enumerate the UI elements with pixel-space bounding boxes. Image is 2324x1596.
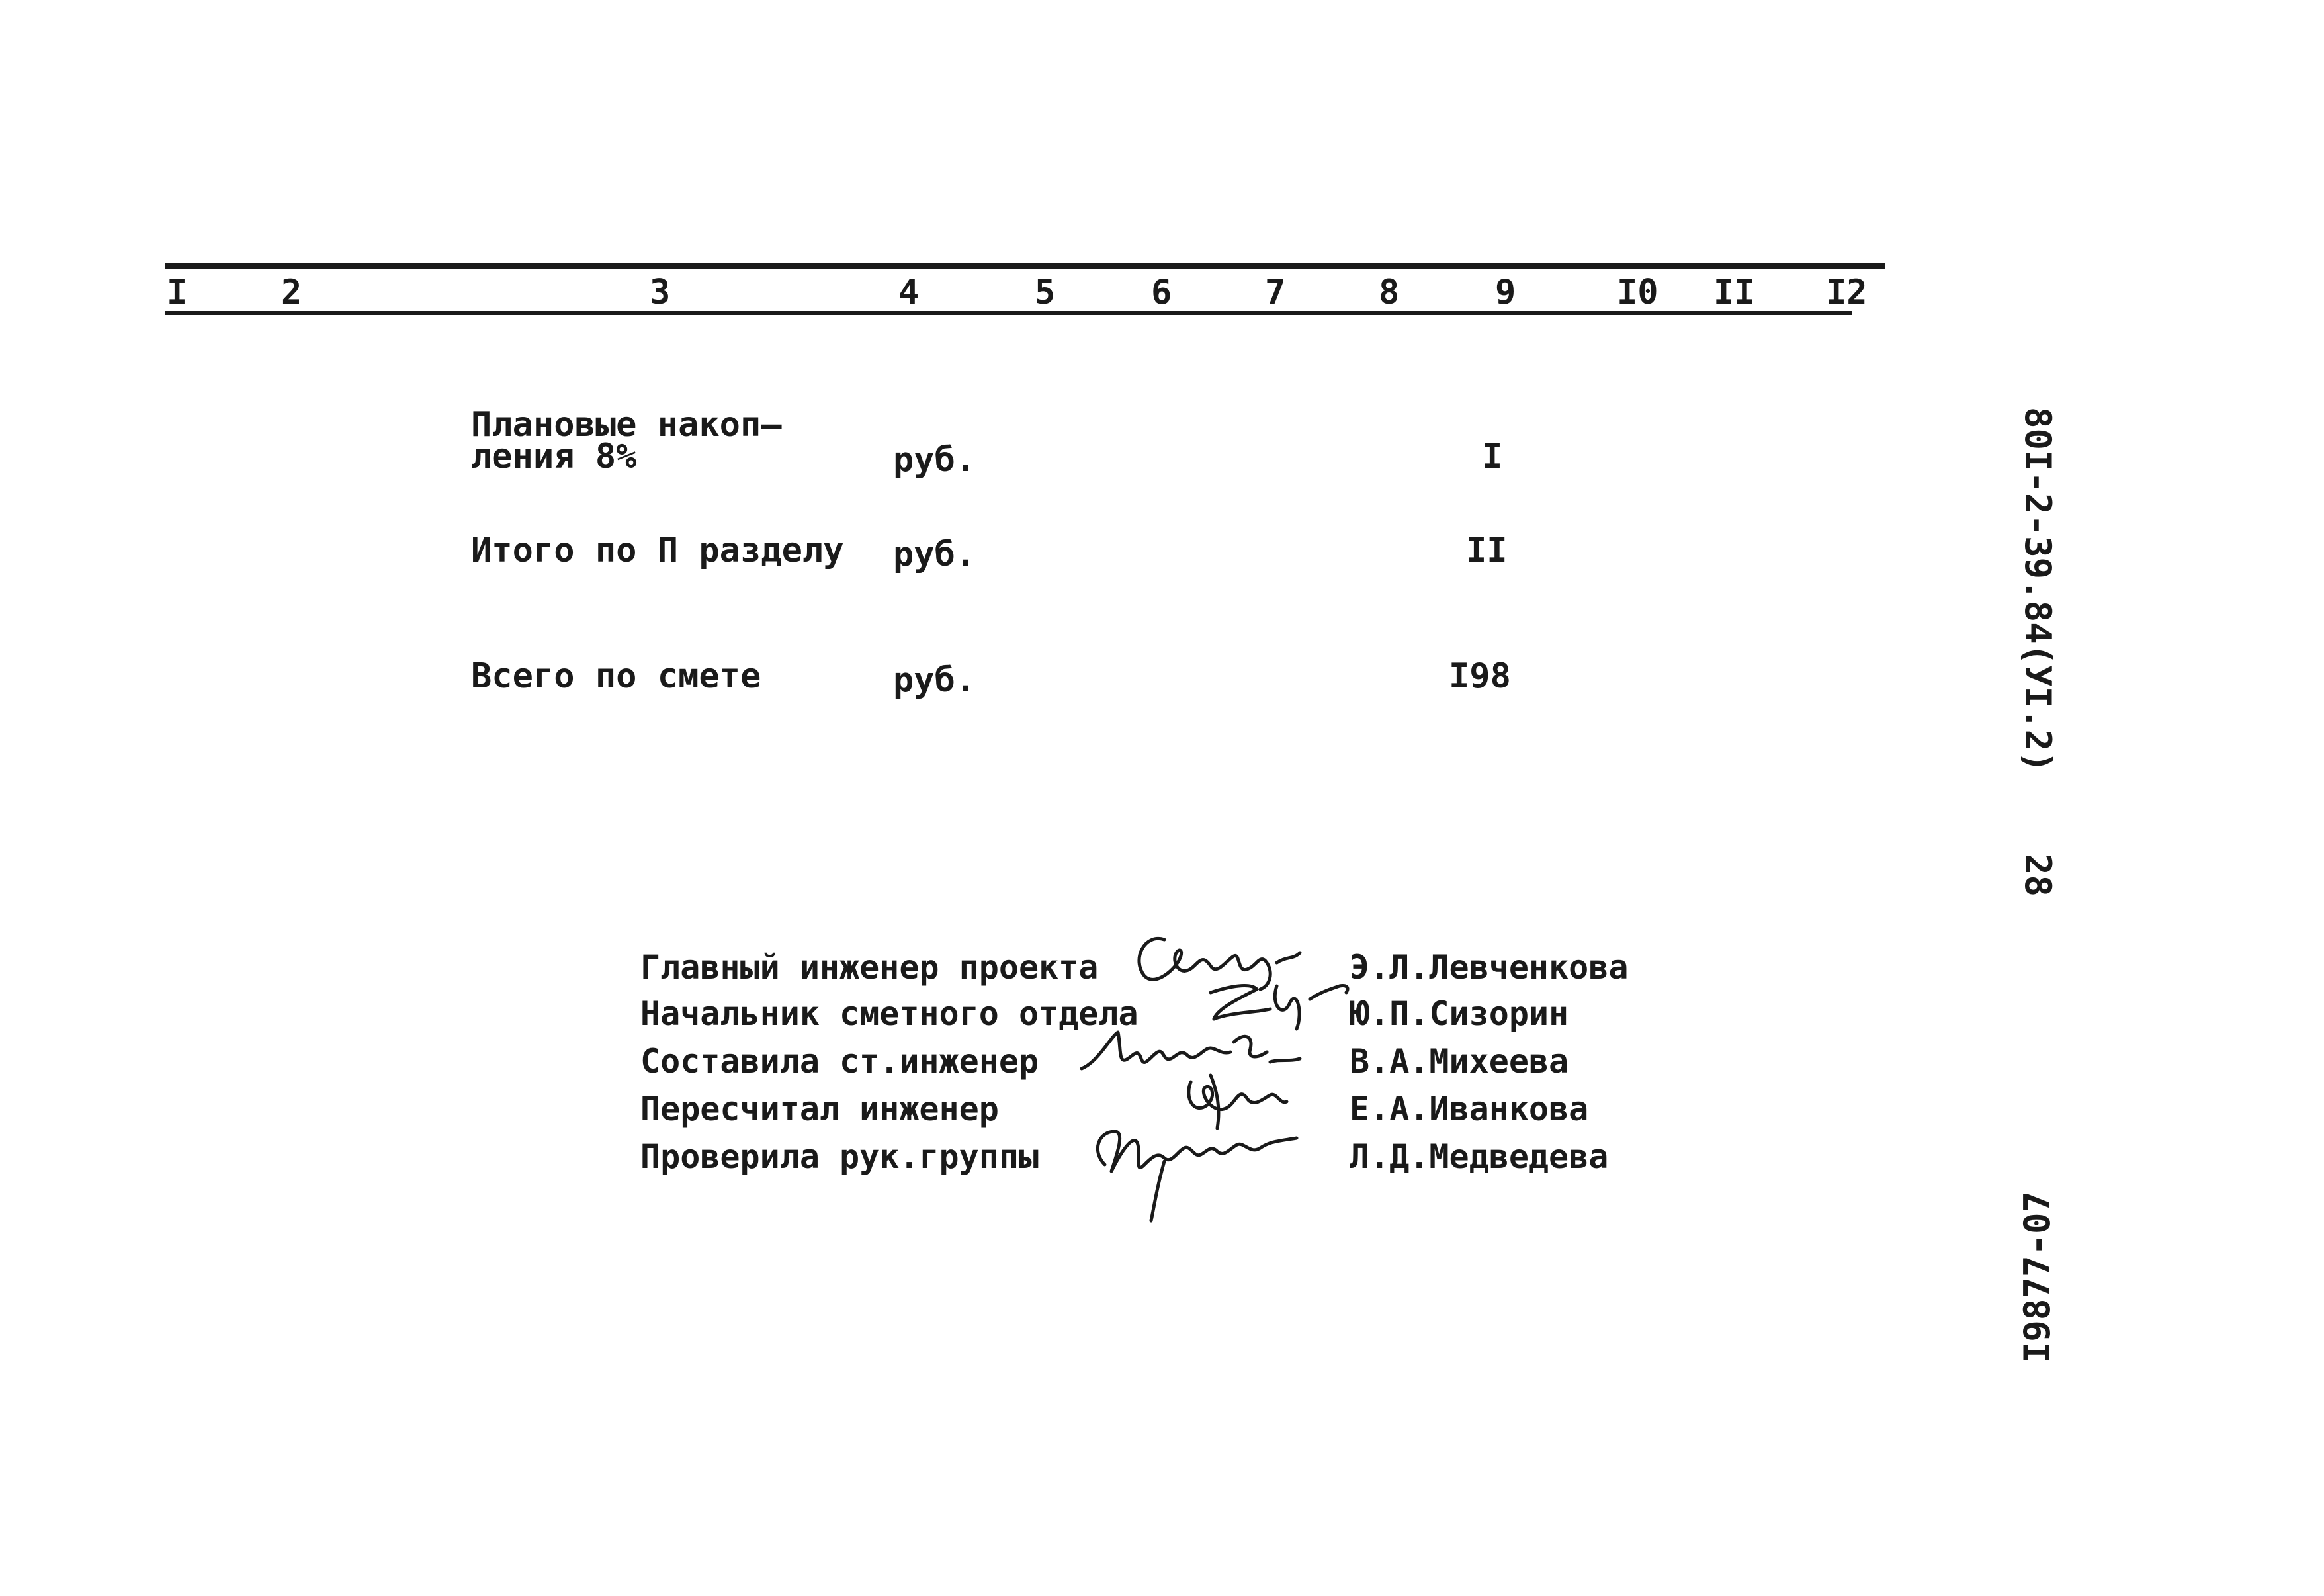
- column-number-8: 8: [1379, 273, 1400, 312]
- table-top-rule: [165, 263, 1885, 269]
- signature-checker: [1078, 1112, 1310, 1231]
- row-planned-savings-label-line1: Плановые накоп–: [471, 405, 782, 445]
- row-planned-savings-value: I: [1482, 437, 1503, 476]
- column-number-10: I0: [1617, 273, 1658, 312]
- column-number-3: 3: [650, 273, 671, 312]
- signature-role-chief-engineer: Главный инженер проекта: [640, 948, 1099, 987]
- row-planned-savings-label-line2: ления 8%: [471, 437, 637, 476]
- signature-name-estimate-head: Ю.П.Сизорин: [1350, 995, 1569, 1033]
- column-number-4: 4: [898, 273, 920, 312]
- column-number-6: 6: [1151, 273, 1172, 312]
- signature-name-checker: Л.Д.Медведева: [1350, 1137, 1609, 1176]
- signature-name-compiler: В.А.Михеева: [1350, 1042, 1569, 1081]
- row-estimate-total-value: I98: [1449, 656, 1511, 696]
- signature-role-checker: Проверила рук.группы: [640, 1137, 1039, 1176]
- column-number-11: II: [1713, 273, 1755, 312]
- row-section-total-label: Итого по П разделу: [471, 531, 844, 570]
- row-section-total-value: II: [1466, 531, 1508, 570]
- table-header-rule: [165, 311, 1852, 315]
- column-number-5: 5: [1035, 273, 1056, 312]
- signature-role-compiler: Составила ст.инженер: [640, 1042, 1039, 1081]
- row-planned-savings-unit: руб.: [893, 440, 976, 480]
- column-number-1: I: [167, 273, 188, 312]
- column-number-9: 9: [1495, 273, 1516, 312]
- signature-name-chief-engineer: Э.Л.Левченкова: [1350, 948, 1629, 987]
- row-estimate-total-unit: руб.: [893, 660, 976, 700]
- side-document-code: 80I-2-39.84(УI.2): [2017, 407, 2059, 773]
- side-inventory-number: I9877-07: [2016, 1191, 2058, 1364]
- row-section-total-unit: руб.: [893, 535, 976, 574]
- column-number-2: 2: [281, 273, 302, 312]
- column-number-12: I2: [1826, 273, 1868, 312]
- column-number-7: 7: [1265, 273, 1286, 312]
- signature-role-estimate-head: Начальник сметного отдела: [640, 995, 1139, 1033]
- signature-role-recalculator: Пересчитал инженер: [640, 1090, 999, 1128]
- signature-name-recalculator: Е.А.Иванкова: [1350, 1090, 1589, 1128]
- row-estimate-total-label: Всего по смете: [471, 656, 761, 696]
- side-page-number: 28: [2017, 854, 2059, 897]
